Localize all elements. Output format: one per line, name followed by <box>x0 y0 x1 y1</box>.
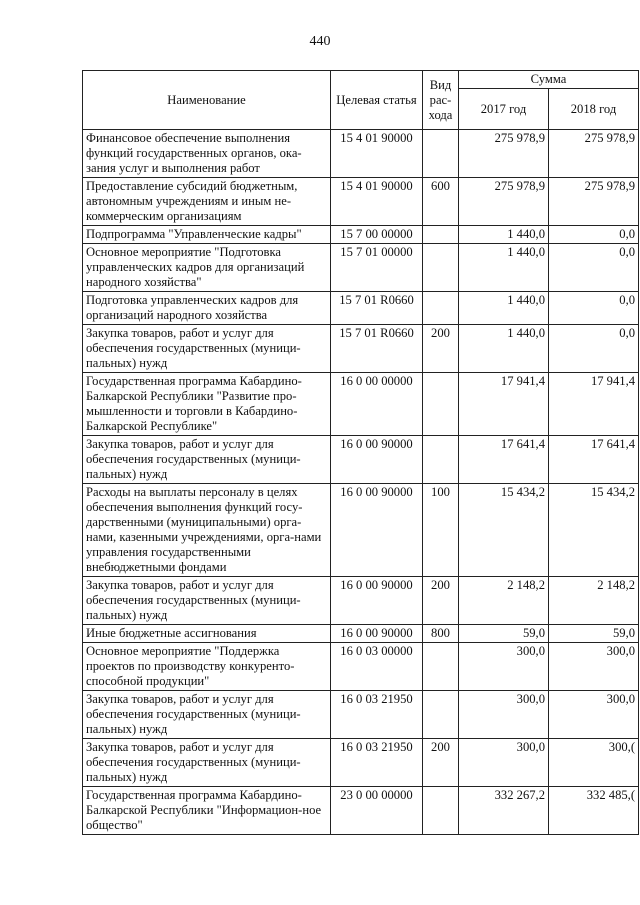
row-type <box>423 244 459 292</box>
row-type: 200 <box>423 577 459 625</box>
row-sum-2018: 300,0 <box>549 691 639 739</box>
row-sum-2018: 17 641,4 <box>549 436 639 484</box>
table-row <box>83 130 639 178</box>
row-name: Закупка товаров, работ и услуг для обеспечения государственных (муници-пальных) нужд <box>83 739 331 787</box>
row-sum-2017: 15 434,2 <box>459 484 549 577</box>
table-row <box>83 787 639 835</box>
table-row <box>83 292 639 325</box>
header-year-2018: 2018 год <box>549 89 639 130</box>
row-type <box>423 691 459 739</box>
row-sum-2018: 332 485,( <box>549 787 639 835</box>
row-type <box>423 436 459 484</box>
row-sum-2018: 275 978,9 <box>549 178 639 226</box>
row-code: 15 7 00 00000 <box>331 226 423 244</box>
row-sum-2018: 15 434,2 <box>549 484 639 577</box>
row-code: 16 0 00 90000 <box>331 484 423 577</box>
header-year-2017: 2017 год <box>459 89 549 130</box>
row-code: 15 7 01 R0660 <box>331 292 423 325</box>
row-name: Закупка товаров, работ и услуг для обеспечения государственных (муници-пальных) нужд <box>83 691 331 739</box>
row-code: 15 4 01 90000 <box>331 130 423 178</box>
header-code: Целевая статья <box>331 71 423 130</box>
row-sum-2017: 1 440,0 <box>459 226 549 244</box>
row-sum-2018: 275 978,9 <box>549 130 639 178</box>
row-code: 15 7 01 00000 <box>331 244 423 292</box>
row-type: 200 <box>423 739 459 787</box>
row-code: 16 0 00 90000 <box>331 625 423 643</box>
row-sum-2017: 300,0 <box>459 739 549 787</box>
row-type <box>423 130 459 178</box>
row-name: Основное мероприятие "Поддержка проектов по производству конкуренто-способной продукции" <box>83 643 331 691</box>
row-code: 16 0 00 00000 <box>331 373 423 436</box>
row-sum-2017: 275 978,9 <box>459 130 549 178</box>
row-sum-2017: 1 440,0 <box>459 244 549 292</box>
row-type <box>423 292 459 325</box>
row-name: Закупка товаров, работ и услуг для обеспечения государственных (муници-пальных) нужд <box>83 325 331 373</box>
row-sum-2018: 0,0 <box>549 244 639 292</box>
row-name: Предоставление субсидий бюджетным, автономным учреждениям и иным не-коммерческим организациям <box>83 178 331 226</box>
row-sum-2018: 0,0 <box>549 226 639 244</box>
row-code: 16 0 00 90000 <box>331 577 423 625</box>
table-row <box>83 244 639 292</box>
table-body <box>83 130 639 835</box>
row-code: 16 0 03 00000 <box>331 643 423 691</box>
table-row <box>83 436 639 484</box>
row-name: Иные бюджетные ассигнования <box>83 625 331 643</box>
row-sum-2017: 59,0 <box>459 625 549 643</box>
row-type: 600 <box>423 178 459 226</box>
row-sum-2017: 300,0 <box>459 691 549 739</box>
row-sum-2018: 2 148,2 <box>549 577 639 625</box>
row-sum-2017: 275 978,9 <box>459 178 549 226</box>
table-row <box>83 226 639 244</box>
row-sum-2018: 300,0 <box>549 643 639 691</box>
row-sum-2018: 0,0 <box>549 325 639 373</box>
row-sum-2017: 1 440,0 <box>459 325 549 373</box>
row-name: Государственная программа Кабардино-Балкарской Республики "Развитие про-мышленности и торговли в Кабардино-Балкарской Республике" <box>83 373 331 436</box>
row-name: Подготовка управленческих кадров для организаций народного хозяйства <box>83 292 331 325</box>
table-row <box>83 625 639 643</box>
row-type <box>423 373 459 436</box>
row-sum-2017: 17 641,4 <box>459 436 549 484</box>
row-code: 15 7 01 R0660 <box>331 325 423 373</box>
row-sum-2017: 2 148,2 <box>459 577 549 625</box>
budget-table <box>82 70 639 835</box>
row-code: 23 0 00 00000 <box>331 787 423 835</box>
row-code: 16 0 00 90000 <box>331 436 423 484</box>
row-name: Подпрограмма "Управленческие кадры" <box>83 226 331 244</box>
row-name: Государственная программа Кабардино-Балкарской Республики "Информацион-ное общество" <box>83 787 331 835</box>
table-row <box>83 691 639 739</box>
row-type: 100 <box>423 484 459 577</box>
header-name: Наименование <box>83 71 331 130</box>
table-row <box>83 325 639 373</box>
header-type: Вид рас-хода <box>423 71 459 130</box>
row-type: 800 <box>423 625 459 643</box>
row-sum-2017: 332 267,2 <box>459 787 549 835</box>
row-sum-2017: 1 440,0 <box>459 292 549 325</box>
table-row <box>83 643 639 691</box>
row-sum-2018: 17 941,4 <box>549 373 639 436</box>
table-row <box>83 178 639 226</box>
row-type: 200 <box>423 325 459 373</box>
header-sum: Сумма <box>459 71 639 89</box>
row-code: 15 4 01 90000 <box>331 178 423 226</box>
row-code: 16 0 03 21950 <box>331 739 423 787</box>
row-sum-2017: 17 941,4 <box>459 373 549 436</box>
row-type <box>423 787 459 835</box>
row-name: Финансовое обеспечение выполнения функций государственных органов, ока-зания услуг и выполнения работ <box>83 130 331 178</box>
table-row <box>83 577 639 625</box>
row-sum-2018: 300,( <box>549 739 639 787</box>
table-row <box>83 484 639 577</box>
row-code: 16 0 03 21950 <box>331 691 423 739</box>
row-type <box>423 226 459 244</box>
row-name: Закупка товаров, работ и услуг для обеспечения государственных (муници-пальных) нужд <box>83 436 331 484</box>
row-sum-2017: 300,0 <box>459 643 549 691</box>
page-number: 440 <box>309 34 331 49</box>
row-name: Основное мероприятие "Подготовка управленческих кадров для организаций народного хозяйства" <box>83 244 331 292</box>
row-sum-2018: 59,0 <box>549 625 639 643</box>
row-type <box>423 643 459 691</box>
row-name: Закупка товаров, работ и услуг для обеспечения государственных (муници-пальных) нужд <box>83 577 331 625</box>
row-name: Расходы на выплаты персоналу в целях обеспечения выполнения функций госу-дарственными (муниципальными) орга-нами, казенными учреждениями, орга-нами управления государственными внебюджетными фондами <box>83 484 331 577</box>
table-row <box>83 373 639 436</box>
table-row <box>83 739 639 787</box>
row-sum-2018: 0,0 <box>549 292 639 325</box>
